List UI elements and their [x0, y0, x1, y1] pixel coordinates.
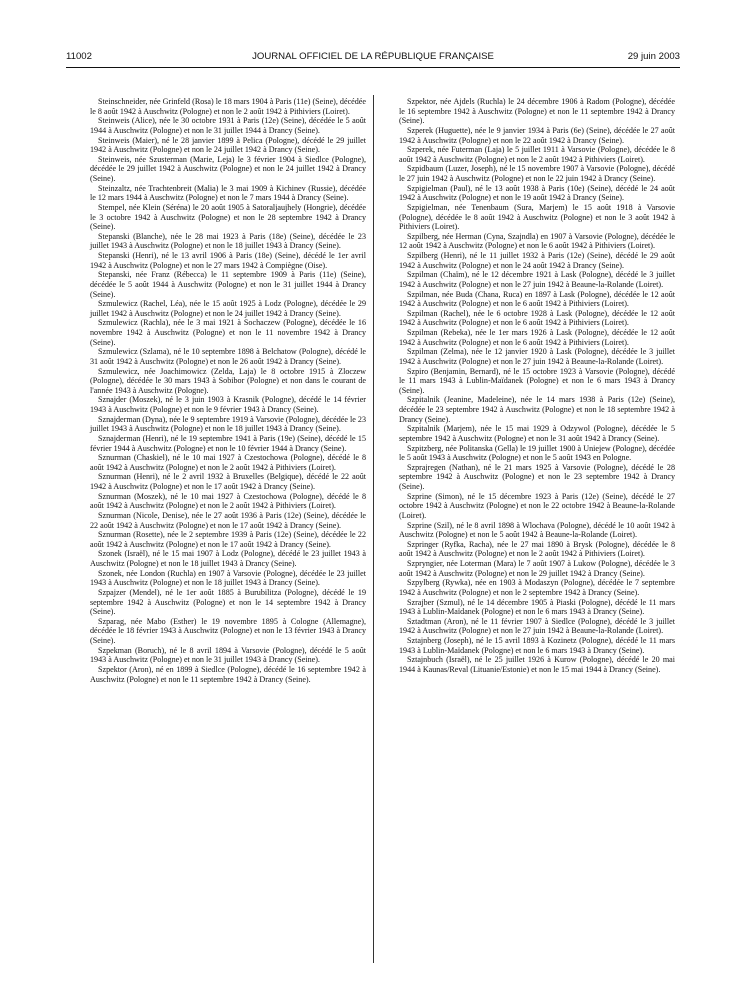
civil-record-entry: Steinzaltz, née Trachtenbreit (Malia) le 3 mai 1909 à Kichinev (Russie), décédée le 12 mars 1944 à Auschwitz (Pologne) et non le 7 mars 1944 à Drancy (Seine).	[90, 183, 366, 203]
civil-record-entry: Sznajderman (Henri), né le 19 septembre 1941 à Paris (19e) (Seine), décédé le 15 février 1944 à Auschwitz (Pologne) et non le 10 février 1944 à Drancy (Seine).	[90, 433, 366, 453]
column-divider	[373, 95, 374, 963]
civil-record-entry: Szpidbaum (Luzer, Joseph), né le 15 novembre 1907 à Varsovie (Pologne), décédé le 27 juin 1942 à Auschwitz (Pologne) et non le 22 juin 1942 à Drancy (Seine).	[399, 164, 675, 183]
civil-record-entry: Stempel, née Klein (Séréna) le 20 août 1905 à Satoraljaujhely (Hongrie), décédée le 3 octobre 1942 à Auschwitz (Pologne) et non le 28 septembre 1942 à Drancy (Seine).	[90, 202, 366, 232]
civil-record-entry: Szpryngier, née Loterman (Mara) le 7 août 1907 à Lukow (Pologne), décédée le 3 août 1942 à Auschwitz (Pologne) et non le 29 juillet 1942 à Drancy (Seine).	[399, 559, 675, 578]
civil-record-entry: Szprajregen (Nathan), né le 21 mars 1925 à Varsovie (Pologne), décédé le 28 septembre 1942 à Auschwitz (Pologne) et non le 23 septembre 1942 à Drancy (Seine).	[399, 462, 675, 491]
civil-record-entry: Sznajderman (Dyna), née le 9 septembre 1919 à Varsovie (Pologne), décédée le 23 juillet 1943 à Auschwitz (Pologne) et non le 18 juillet 1943 à Drancy (Seine).	[90, 414, 366, 434]
civil-record-entry: Szpilman (Rachel), née le 6 octobre 1928 à Lask (Pologne), décédée le 12 août 1942 à Auschwitz (Pologne) et non le 6 août 1942 à Pithiviers (Loiret).	[399, 308, 675, 328]
civil-record-entry: Szprine (Simon), né le 15 décembre 1923 à Paris (12e) (Seine), décédé le 27 octobre 1942 à Auschwitz (Pologne) et non le 22 octobre 1942 à Beaune-la-Rolande (Loiret).	[399, 491, 675, 520]
civil-record-entry: Szpiro (Benjamin, Bernard), né le 15 octobre 1923 à Varsovie (Pologne), décédé le 11 mars 1943 à Lublin-Maïdanek (Pologne) et non le 6 mars 1943 à Drancy (Seine).	[399, 366, 675, 395]
civil-record-entry: Sznajder (Moszek), né le 3 juin 1903 à Krasnik (Pologne), décédé le 14 février 1943 à Auschwitz (Pologne) et non le 9 février 1943 à Drancy (Seine).	[90, 395, 366, 414]
civil-record-entry: Szonek (Israël), né le 15 mai 1907 à Lodz (Pologne), décédé le 23 juillet 1943 à Auschwitz (Pologne) et non le 18 juillet 1943 à Drancy (Seine).	[90, 549, 366, 568]
page-number: 11002	[66, 51, 92, 62]
publication-date: 29 juin 2003	[627, 51, 680, 62]
civil-record-entry: Sznurman (Nicole, Denise), née le 27 août 1936 à Paris (12e) (Seine), décédée le 22 août 1942 à Auschwitz (Pologne) et non le 17 août 1942 à Drancy (Seine).	[90, 510, 366, 530]
civil-record-entry: Szrajber (Szmul), né le 14 décembre 1905 à Piaski (Pologne), décédé le 11 mars 1943 à Lublin-Maïdanek (Pologne) et non le 6 mars 1943 à Drancy (Seine).	[399, 597, 675, 617]
civil-record-entry: Sznurman (Chaskiel), né le 10 mai 1927 à Czestochowa (Pologne), décédé le 8 août 1942 à Auschwitz (Pologne) et non le 2 août 1942 à Pithiviers (Loiret).	[90, 453, 366, 472]
civil-record-entry: Sznurman (Henri), né le 2 avril 1932 à Bruxelles (Belgique), décédé le 22 août 1942 à Auschwitz (Pologne) et non le 17 août 1942 à Drancy (Seine).	[90, 472, 366, 491]
civil-record-entry: Szpilberg (Henri), né le 11 juillet 1932 à Paris (12e) (Seine), décédé le 29 août 1942 à Auschwitz (Pologne) et non le 24 août 1942 à Drancy (Seine).	[399, 251, 675, 270]
civil-record-entry: Steinschneider, née Grinfeld (Rosa) le 18 mars 1904 à Paris (11e) (Seine), décédée le 8 août 1942 à Auschwitz (Pologne) et non le 2 août 1942 à Pithiviers (Loiret).	[90, 97, 366, 116]
civil-record-entry: Szpitalnik (Marjem), née le 15 mai 1929 à Odzywol (Pologne), décédée le 5 septembre 1942 à Auschwitz (Pologne) et non le 31 août 1942 à Drancy (Seine).	[399, 424, 675, 443]
civil-record-entry: Steinweis, née Szusterman (Marie, Leja) le 3 février 1904 à Siedlce (Pologne), décédée le 29 juillet 1942 à Auschwitz (Pologne) et non le 24 juillet 1942 à Drancy (Seine).	[90, 154, 366, 183]
civil-record-entry: Sztajnbuch (Israël), né le 25 juillet 1926 à Kurow (Pologne), décédé le 20 mai 1944 à Kaunas/Reval (Lituanie/Estonie) et non le 15 mai 1944 à Drancy (Seine).	[399, 655, 675, 674]
civil-record-entry: Szpilman (Rebeka), née le 1er mars 1926 à Lask (Pologne), décédée le 12 août 1942 à Auschwitz (Pologne) et non le 6 août 1942 à Pithiviers (Loiret).	[399, 328, 675, 347]
civil-record-entry: Szpilman (Zelma), née le 12 janvier 1920 à Lask (Pologne), décédée le 3 juillet 1942 à Auschwitz (Pologne) et non le 27 juin 1942 à Beaune-la-Rolande (Loiret).	[399, 347, 675, 366]
civil-record-entry: Szmulewicz (Szlama), né le 10 septembre 1898 à Belchatow (Pologne), décédé le 31 août 1942 à Auschwitz (Pologne) et non le 26 août 1942 à Drancy (Seine).	[90, 347, 366, 366]
civil-record-entry: Szparag, née Mabo (Esther) le 19 novembre 1895 à Cologne (Allemagne), décédée le 18 février 1943 à Auschwitz (Pologne) et non le 13 février 1943 à Drancy (Seine).	[90, 616, 366, 645]
civil-record-entry: Sznurman (Moszek), né le 10 mai 1927 à Czestochowa (Pologne), décédé le 8 août 1942 à Auschwitz (Pologne) et non le 2 août 1942 à Pithiviers (Loiret).	[90, 491, 366, 511]
header-rule	[66, 67, 680, 68]
civil-record-entry: Szperek (Huguette), née le 9 janvier 1934 à Paris (6e) (Seine), décédée le 27 août 1942 à Auschwitz (Pologne) et non le 22 août 1942 à Drancy (Seine).	[399, 125, 675, 145]
civil-record-entry: Szmulewicz, née Joachimowicz (Zelda, Laja) le 8 octobre 1915 à Zloczew (Pologne), décédée le 30 mars 1943 à Sobibor (Pologne) et non dans le courant de l'année 1943 à Auschwitz (Pologne).	[90, 366, 366, 395]
civil-record-entry: Steinweis (Maier), né le 28 janvier 1899 à Pelica (Pologne), décédé le 29 juillet 1942 à Auschwitz (Pologne) et non le 24 juillet 1942 à Drancy (Seine).	[90, 135, 366, 155]
civil-record-entry: Szpylberg (Rywka), née en 1903 à Modaszyn (Pologne), décédée le 7 septembre 1942 à Auschwitz (Pologne) et non le 2 septembre 1942 à Drancy (Seine).	[399, 578, 675, 597]
civil-record-entry: Szpektor (Aron), né en 1899 à Siedlce (Pologne), décédé le 16 septembre 1942 à Auschwitz (Pologne) et non le 11 septembre 1942 à Drancy (Seine).	[90, 664, 366, 684]
civil-record-entry: Szprine (Szil), né le 8 avril 1898 à Wlochava (Pologne), décédé le 10 août 1942 à Auschwitz (Pologne) et non le 5 août 1942 à Beaune-la-Rolande (Loiret).	[399, 520, 675, 540]
civil-record-entry: Szpekman (Boruch), né le 8 avril 1894 à Varsovie (Pologne), décédé le 5 août 1943 à Auschwitz (Pologne) et non le 31 juillet 1943 à Drancy (Seine).	[90, 645, 366, 665]
civil-record-entry: Szperek, née Futerman (Laja) le 5 juillet 1911 à Varsovie (Pologne), décédée le 8 août 1942 à Auschwitz (Pologne) et non le 2 août 1942 à Pithiviers (Loiret).	[399, 145, 675, 164]
civil-record-entry: Szpektor, née Ajdels (Ruchla) le 24 décembre 1906 à Radom (Pologne), décédée le 16 septembre 1942 à Auschwitz (Pologne) et non le 11 septembre 1942 à Drancy (Seine).	[399, 97, 675, 126]
civil-record-entry: Szpajzer (Mendel), né le 1er août 1885 à Burubilitza (Pologne), décédé le 19 septembre 1942 à Auschwitz (Pologne) et non le 14 septembre 1942 à Drancy (Seine).	[90, 587, 366, 617]
right-column	[399, 97, 675, 675]
civil-record-entry: Steinweis (Alice), née le 30 octobre 1931 à Paris (12e) (Seine), décédée le 5 août 1944 à Auschwitz (Pologne) et non le 31 juillet 1944 à Drancy (Seine).	[90, 116, 366, 135]
civil-record-entry: Szpigielman, née Tenenbaum (Sura, Marjem) le 15 août 1918 à Varsovie (Pologne), décédée le 8 août 1942 à Auschwitz (Pologne) et non le 3 août 1942 à Pithiviers (Loiret).	[399, 202, 675, 232]
civil-record-entry: Szpilberg, née Herman (Cyna, Szajndla) en 1907 à Varsovie (Pologne), décédée le 12 août 1942 à Auschwitz (Pologne) et non le 6 août 1942 à Pithiviers (Loiret).	[399, 231, 675, 251]
civil-record-entry: Szmulewicz (Rachel, Léa), née le 15 août 1925 à Lodz (Pologne), décédée le 29 juillet 1942 à Auschwitz (Pologne) et non le 24 juillet 1942 à Drancy (Seine).	[90, 299, 366, 318]
page-header	[66, 50, 680, 64]
civil-record-entry: Szpitzberg, née Politanska (Gella) le 19 juillet 1900 à Uniejew (Pologne), décédée le 5 août 1943 à Auschwitz (Pologne) et non le 5 août 1943 en Pologne.	[399, 443, 675, 463]
civil-record-entry: Stepanski (Blanche), née le 28 mai 1923 à Paris (18e) (Seine), décédée le 23 juillet 1943 à Auschwitz (Pologne) et non le 18 juillet 1943 à Drancy (Seine).	[90, 231, 366, 251]
civil-record-entry: Sznurman (Rosette), née le 2 septembre 1939 à Paris (12e) (Seine), décédée le 22 août 1942 à Auschwitz (Pologne) et non le 17 août 1942 à Drancy (Seine).	[90, 530, 366, 549]
civil-record-entry: Stepanski (Henri), né le 13 avril 1906 à Paris (18e) (Seine), décédé le 1er avril 1942 à Auschwitz (Pologne) et non le 27 mars 1942 à Compiègne (Oise).	[90, 251, 366, 270]
civil-record-entry: Szpringer (Ryfka, Racha), née le 27 mai 1890 à Brysk (Pologne), décédée le 8 août 1942 à Auschwitz (Pologne) et non le 2 août 1942 à Pithiviers (Loiret).	[399, 539, 675, 559]
civil-record-entry: Sztadtman (Aron), né le 11 février 1907 à Siedlce (Pologne), décédé le 3 juillet 1942 à Auschwitz (Pologne) et non le 27 juin 1942 à Beaune-la-Rolande (Loiret).	[399, 616, 675, 636]
civil-record-entry: Szonek, née London (Ruchla) en 1907 à Varsovie (Pologne), décédée le 23 juillet 1943 à Auschwitz (Pologne) et non le 18 juillet 1943 à Drancy (Seine).	[90, 568, 366, 588]
civil-record-entry: Szpigielman (Paul), né le 13 août 1938 à Paris (10e) (Seine), décédé le 24 août 1942 à Auschwitz (Pologne) et non le 19 août 1942 à Drancy (Seine).	[399, 183, 675, 203]
civil-record-entry: Szmulewicz (Rachla), née le 3 mai 1921 à Sochaczew (Pologne), décédée le 16 novembre 1942 à Auschwitz (Pologne) et non le 11 novembre 1942 à Drancy (Seine).	[90, 318, 366, 347]
civil-record-entry: Szpitalnik (Jeanine, Madeleine), née le 14 mars 1938 à Paris (12e) (Seine), décédée le 23 septembre 1942 à Auschwitz (Pologne) et non le 18 septembre 1942 à Drancy (Seine).	[399, 395, 675, 424]
civil-record-entry: Sztajnberg (Joseph), né le 15 avril 1893 à Kozinetz (Pologne), décédé le 11 mars 1943 à Lublin-Maïdanek (Pologne) et non le 6 mars 1943 à Drancy (Seine).	[399, 636, 675, 655]
civil-record-entry: Szpilman (Chaïm), né le 12 décembre 1921 à Lask (Pologne), décédé le 3 juillet 1942 à Auschwitz (Pologne) et non le 27 juin 1942 à Beaune-la-Rolande (Loiret).	[399, 270, 675, 289]
civil-record-entry: Stepanski, née Franz (Rébecca) le 11 septembre 1909 à Paris (11e) (Seine), décédée le 5 août 1944 à Auschwitz (Pologne) et non le 31 juillet 1944 à Drancy (Seine).	[90, 270, 366, 299]
civil-record-entry: Szpilman, née Buda (Chana, Ruca) en 1897 à Lask (Pologne), décédée le 12 août 1942 à Auschwitz (Pologne) et non le 6 août 1942 à Pithiviers (Loiret).	[399, 289, 675, 309]
left-column	[90, 97, 366, 684]
journal-title: JOURNAL OFFICIEL DE LA RÉPUBLIQUE FRANÇAISE	[252, 51, 494, 62]
